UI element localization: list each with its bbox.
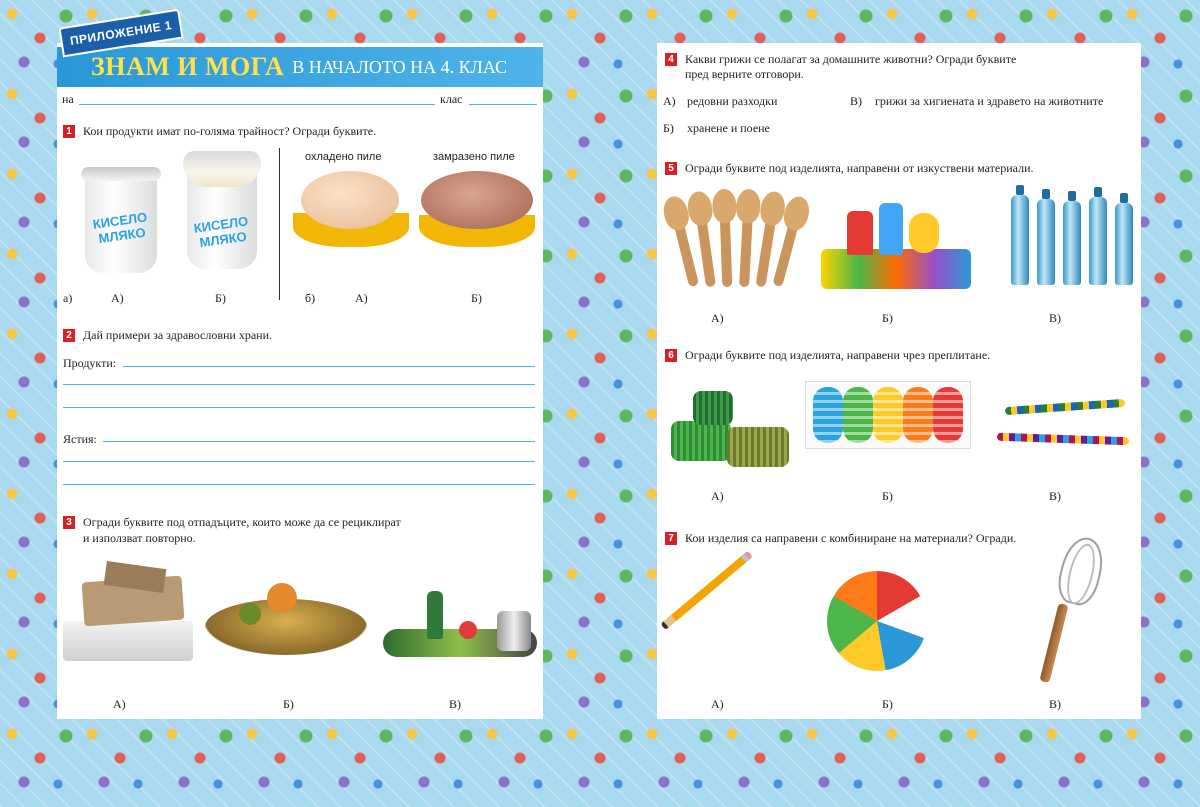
q1-group-b: б) (305, 291, 316, 305)
pencil (660, 551, 752, 630)
beach-ball (827, 571, 927, 671)
q7-prompt (665, 530, 1016, 546)
q2-text: Дай примери за здравословни храни. (83, 328, 273, 342)
q4-line1: Какви грижи се полагат за домашните животни? Огради буквите (685, 52, 1017, 66)
yogurt-open-top (183, 151, 261, 187)
q7-number: 7 (665, 532, 677, 545)
dishes-line-3[interactable] (63, 484, 535, 485)
appendix-tab: ПРИЛОЖЕНИЕ 1 (58, 9, 183, 58)
products-label: Продукти: (63, 356, 117, 370)
yogurt-lid (81, 167, 161, 181)
title-banner (57, 47, 543, 87)
q5-opt-a[interactable]: А) (711, 311, 724, 325)
q3-line2: и използват повторно. (83, 531, 196, 545)
yogurt-cup-b (187, 161, 257, 269)
dishes-line-2[interactable] (63, 461, 535, 462)
q4-c-letter[interactable]: В) (850, 94, 862, 108)
yogurt-label-b: КИСЕЛО МЛЯКО (192, 213, 250, 251)
q6-prompt (665, 347, 990, 363)
title-sub: В НАЧАЛОТО НА 4. КЛАС (292, 56, 508, 77)
name-label: на (62, 92, 74, 106)
q4-a-letter[interactable]: А) (663, 94, 676, 108)
q7-opt-b[interactable]: Б) (882, 697, 893, 711)
q7-opt-c[interactable]: В) (1049, 697, 1061, 711)
q1-group-a: а) (63, 291, 73, 305)
q1-opt-a1[interactable]: А) (111, 291, 124, 305)
q1-opt-a2[interactable]: А) (355, 291, 368, 305)
q2-number: 2 (63, 329, 75, 342)
q1-text: Кои продукти имат по-голяма трайност? Огради буквите. (83, 124, 377, 138)
products-line-3[interactable] (63, 407, 535, 408)
q3-opt-a[interactable]: А) (113, 697, 126, 711)
q3-line1: Огради буквите под отпадъците, които може да се рециклират (83, 515, 401, 529)
q1-prompt (63, 123, 376, 139)
right-page (657, 43, 1141, 719)
q4-number: 4 (665, 53, 677, 66)
q4-b-text: хранене и поене (687, 121, 770, 135)
q5-opt-c[interactable]: В) (1049, 311, 1061, 325)
class-label: клас (440, 92, 463, 106)
q4-prompt (665, 51, 1016, 67)
q6-opt-b[interactable]: Б) (882, 489, 893, 503)
q6-opt-a[interactable]: А) (711, 489, 724, 503)
q1-opt-b1[interactable]: Б) (215, 291, 226, 305)
q5-text: Огради буквите под изделията, направени от изкуствени материали. (685, 161, 1034, 175)
class-line[interactable] (469, 104, 537, 105)
q5-number: 5 (665, 162, 677, 175)
yogurt-label-a: КИСЕЛО МЛЯКО (91, 209, 149, 247)
q7-opt-a[interactable]: А) (711, 697, 724, 711)
q4-b-letter[interactable]: Б) (663, 121, 674, 135)
q6-number: 6 (665, 349, 677, 362)
products-line-1[interactable] (123, 366, 535, 367)
dishes-label: Ястия: (63, 432, 97, 446)
dishes-line-1[interactable] (103, 441, 535, 442)
products-line-2[interactable] (63, 384, 535, 385)
name-line[interactable] (79, 104, 435, 105)
q7-text: Кои изделия са направени с комбиниране на материали? Огради. (685, 531, 1017, 545)
q6-opt-c[interactable]: В) (1049, 489, 1061, 503)
q5-prompt (665, 160, 1034, 176)
yogurt-cup-a (85, 173, 157, 273)
q4-line2: пред верните отговори. (685, 67, 804, 81)
q2-prompt (63, 327, 272, 343)
q4-a-text: редовни разходки (687, 94, 778, 108)
q3-opt-c[interactable]: В) (449, 697, 461, 711)
q3-prompt (63, 514, 401, 530)
q1-number: 1 (63, 125, 75, 138)
frozen-label: замразено пиле (433, 151, 515, 163)
q4-c-text: грижи за хигиената и здравето на животните (875, 94, 1104, 108)
q1-opt-b2[interactable]: Б) (471, 291, 482, 305)
title-main: ЗНАМ И МОГА (91, 52, 285, 81)
q1-divider (279, 148, 280, 300)
q6-text: Огради буквите под изделията, направени чрез преплитане. (685, 348, 991, 362)
q5-opt-b[interactable]: Б) (882, 311, 893, 325)
left-page (57, 43, 543, 719)
q3-number: 3 (63, 516, 75, 529)
q3-opt-b[interactable]: Б) (283, 697, 294, 711)
chilled-label: охладено пиле (305, 151, 382, 163)
